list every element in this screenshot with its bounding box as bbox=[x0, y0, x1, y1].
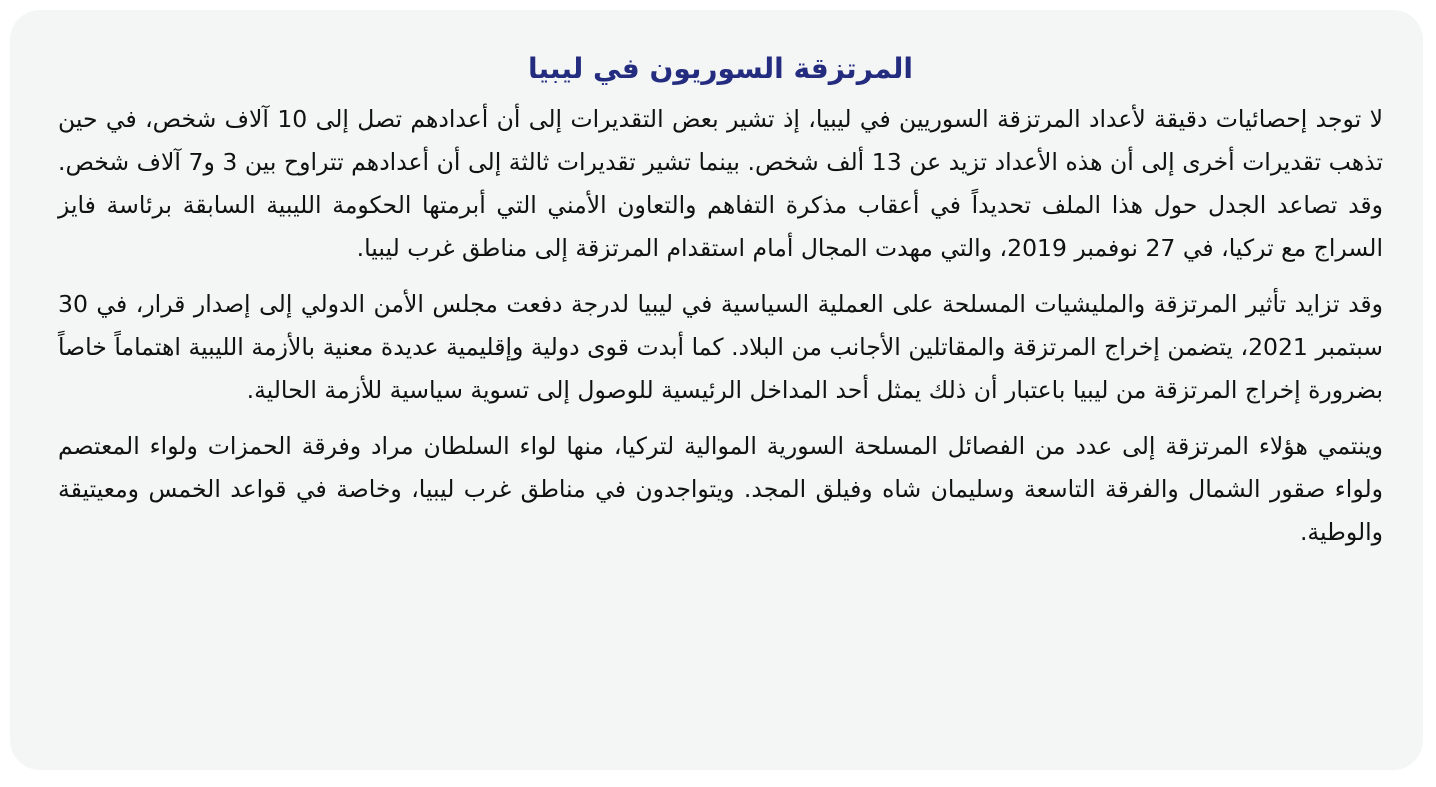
paragraph: وقد تزايد تأثير المرتزقة والمليشيات المسلحة على العملية السياسية في ليبيا لدرجة دفعت مجلس الأمن الدولي إلى إصدار قرار، في 30 سبتمبر 2021، يتضمن إخراج المرتزقة والمقاتلين الأجانب من البلاد. كما أبدت قوى دولية وإقليمية عديدة معنية بالأزمة الليبية اهتماماً خاصاً بضرورة إخراج المرتزقة من ليبيا باعتبار أن ذلك يمثل أحد المداخل الرئيسية للوصول إلى تسوية سياسية للأزمة الحالية. bbox=[58, 290, 1383, 404]
article-title: المرتزقة السوريون في ليبيا bbox=[527, 52, 913, 85]
paragraph: لا توجد إحصائيات دقيقة لأعداد المرتزقة السوريين في ليبيا، إذ تشير بعض التقديرات إلى أن أعدادهم تصل إلى 10 آلاف شخص، في حين تذهب تقديرات أخرى إلى أن هذه الأعداد تزيد عن 13 ألف شخص. بينما تشير تقديرات ثالثة إلى أن أعدادهم تتراوح بين 3 و7 آلاف شخص. وقد تصاعد الجدل حول هذا الملف تحديداً في أعقاب مذكرة التفاهم والتعاون الأمني التي أبرمتها الحكومة الليبية السابقة برئاسة فايز السراج مع تركيا، في 27 نوفمبر 2019، والتي مهدت المجال أمام استقدام المرتزقة إلى مناطق غرب ليبيا. bbox=[58, 105, 1384, 262]
article-body bbox=[58, 98, 1383, 554]
paragraph: وينتمي هؤلاء المرتزقة إلى عدد من الفصائل المسلحة السورية الموالية لتركيا، منها لواء السلطان مراد وفرقة الحمزات ولواء المعتصم ولواء صقور الشمال والفرقة التاسعة وسليمان شاه وفيلق المجد. ويتواجدون في مناطق غرب ليبيا، وخاصة في قواعد الخمس ومعيتيقة والوطية. bbox=[58, 432, 1383, 546]
article-card bbox=[10, 10, 1423, 770]
